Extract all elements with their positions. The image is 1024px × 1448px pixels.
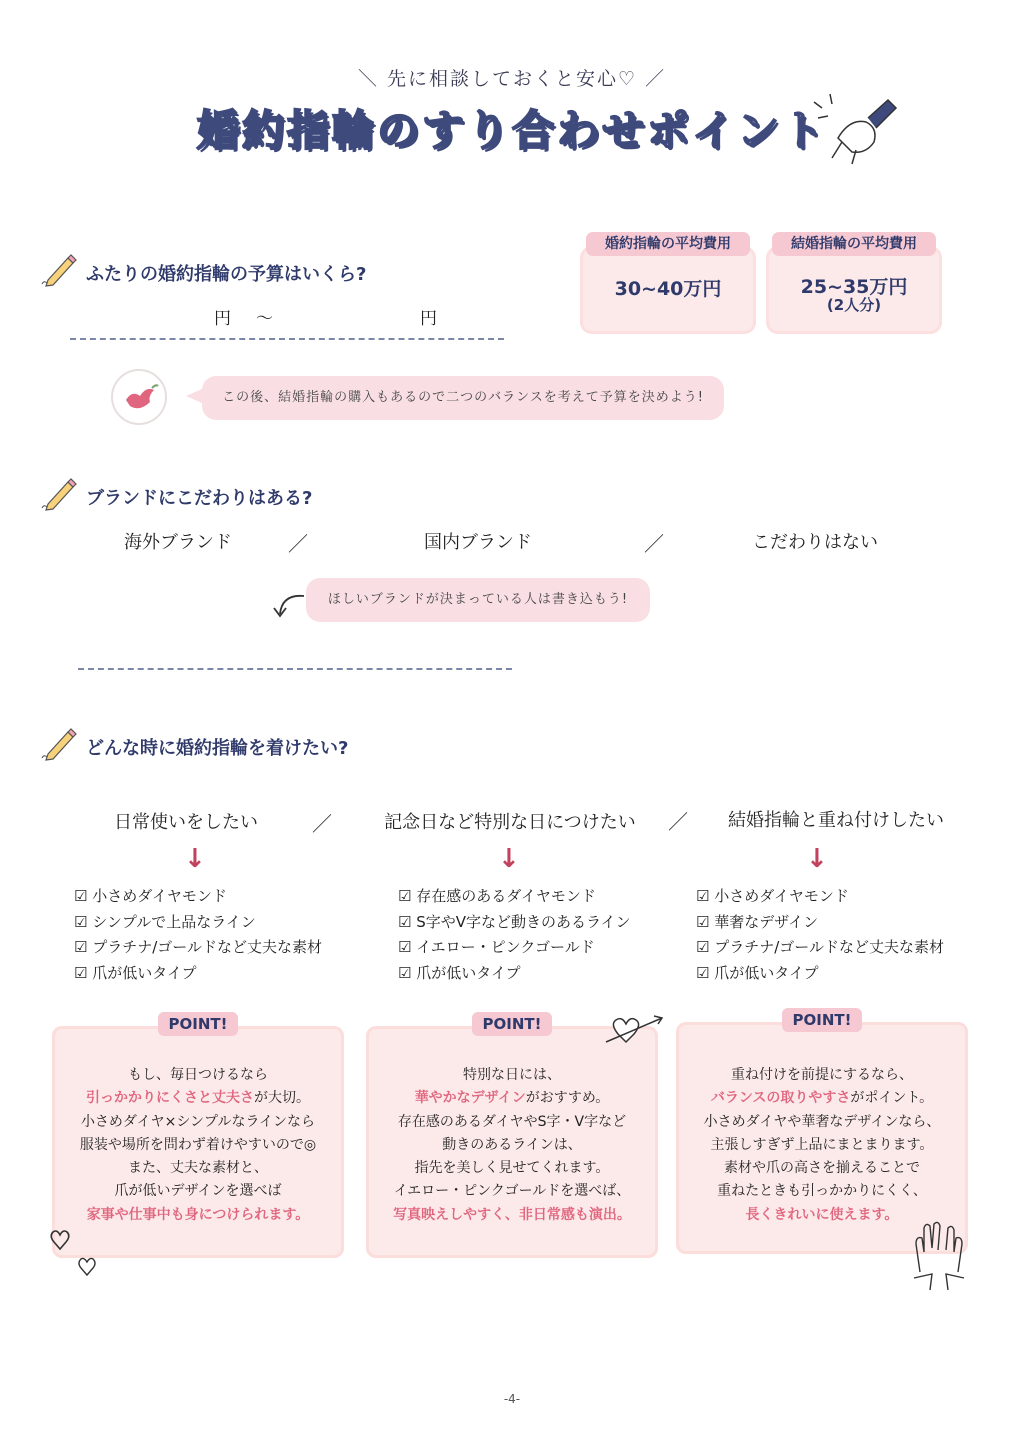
check-item: ☑ 華奢なデザイン bbox=[696, 912, 819, 931]
point-box-special bbox=[366, 1015, 658, 1258]
brand-option-none[interactable]: こだわりはない bbox=[752, 532, 878, 553]
point-label: POINT! bbox=[782, 1008, 862, 1032]
check-item: ☑ イエロー・ピンクゴールド bbox=[398, 938, 595, 956]
heart-doodle-icon bbox=[48, 1228, 72, 1252]
checklist-layering bbox=[696, 884, 944, 986]
brand-question: ブランドにこだわりはある? bbox=[86, 488, 313, 509]
point-label: POINT! bbox=[158, 1012, 238, 1036]
pencil-icon bbox=[40, 250, 78, 288]
page-number: -4- bbox=[503, 1392, 521, 1406]
check-item: ☑ シンプルで上品なライン bbox=[74, 912, 256, 931]
hands-illustration bbox=[808, 88, 900, 168]
checklist-daily bbox=[74, 884, 322, 986]
point-label: POINT! bbox=[472, 1012, 552, 1036]
check-item: ☑ 小さめダイヤモンド bbox=[74, 887, 227, 905]
wedding-cost-label: 結婚指輪の平均費用 bbox=[772, 232, 936, 256]
point-text: もし、毎日つけるなら 引っかかりにくさと丈夫さが大切。 小さめダイヤ×シンプルなラインなら 服装や場所を問わず着けやすいので◎ また、丈夫な素材と、 爪が低いデザインを選べば 家事や仕事中も身につけられます。 bbox=[79, 1067, 317, 1223]
checklist-special bbox=[398, 884, 631, 986]
budget-yen-max: 円 bbox=[420, 309, 437, 329]
heart-arrow-icon bbox=[604, 1012, 664, 1048]
separator: ／ bbox=[288, 532, 308, 556]
page-title: 婚約指輪のすり合わせポイント bbox=[196, 106, 827, 155]
check-item: ☑ 小さめダイヤモンド bbox=[696, 887, 849, 905]
check-item: ☑ S字やV字など動きのあるライン bbox=[398, 912, 631, 931]
wear-option-daily[interactable]: 日常使いをしたい bbox=[114, 812, 258, 833]
budget-question: ふたりの婚約指輪の予算はいくら? bbox=[86, 264, 367, 285]
point-text: 特別な日には、 華やかなデザインがおすすめ。 存在感のあるダイヤやS字・V字など 動きのあるラインは、 指先を美しく見せてくれます。 イエロー・ピンクゴールドを選べば、 写真映えしやすく、非日常感も演出。 bbox=[393, 1067, 631, 1223]
wedding-cost-note: (2人分) bbox=[826, 296, 882, 314]
budget-tilde: 〜 bbox=[256, 309, 273, 329]
curved-arrow-icon bbox=[272, 590, 308, 620]
pencil-icon bbox=[40, 724, 78, 762]
pencil-icon bbox=[40, 474, 78, 512]
separator: ／ bbox=[668, 810, 688, 834]
point-text: 重ね付けを前提にするなら、 バランスの取りやすさがポイント。 小さめダイヤや華奢なデザインなら、 主張しすぎず上品にまとまります。 素材や爪の高さを揃えることで 重ねたときも引っかかりにくく、 長くきれいに使えます。 bbox=[703, 1067, 941, 1223]
down-arrow-icon: ↓ bbox=[806, 844, 828, 874]
heart-doodle-icon bbox=[76, 1256, 98, 1278]
wear-question: どんな時に婚約指輪を着けたい? bbox=[86, 738, 349, 759]
separator: ／ bbox=[312, 812, 332, 836]
wear-option-layering[interactable]: 結婚指輪と重ね付けしたい bbox=[728, 810, 944, 831]
check-item: ☑ 爪が低いタイプ bbox=[398, 963, 521, 982]
engagement-cost-card bbox=[580, 236, 756, 334]
wear-option-special[interactable]: 記念日など特別な日につけたい bbox=[384, 812, 636, 833]
brand-option-domestic[interactable]: 国内ブランド bbox=[424, 532, 532, 553]
engagement-cost-value: 30~40万円 bbox=[614, 278, 722, 300]
brand-write-line[interactable] bbox=[78, 668, 512, 670]
check-item: ☑ 爪が低いタイプ bbox=[696, 963, 819, 982]
budget-tip-bubble: この後、結婚指輪の購入もあるので二つのバランスを考えて予算を決めよう! bbox=[202, 376, 724, 420]
check-item: ☑ プラチナ/ゴールドなど丈夫な素材 bbox=[696, 938, 944, 956]
wedding-cost-card bbox=[766, 236, 942, 334]
point-box-daily bbox=[52, 1015, 344, 1258]
separator: ／ bbox=[644, 532, 664, 556]
high-five-illustration bbox=[906, 1218, 970, 1292]
brand-tip-bubble: ほしいブランドが決まっている人は書き込もう! bbox=[306, 578, 650, 622]
engagement-cost-label: 婚約指輪の平均費用 bbox=[586, 232, 750, 256]
header-subtitle: ＼ 先に相談しておくと安心♡ ／ bbox=[357, 68, 667, 90]
check-item: ☑ プラチナ/ゴールドなど丈夫な素材 bbox=[74, 938, 322, 956]
budget-yen-min: 円 bbox=[214, 309, 231, 329]
check-item: ☑ 存在感のあるダイヤモンド bbox=[398, 887, 596, 905]
down-arrow-icon: ↓ bbox=[184, 844, 206, 874]
budget-write-line[interactable] bbox=[70, 338, 504, 340]
down-arrow-icon: ↓ bbox=[498, 844, 520, 874]
wedding-cost-value: 25~35万円 bbox=[800, 276, 908, 298]
brand-option-overseas[interactable]: 海外ブランド bbox=[124, 532, 232, 553]
dove-icon bbox=[110, 368, 168, 426]
check-item: ☑ 爪が低いタイプ bbox=[74, 963, 197, 982]
